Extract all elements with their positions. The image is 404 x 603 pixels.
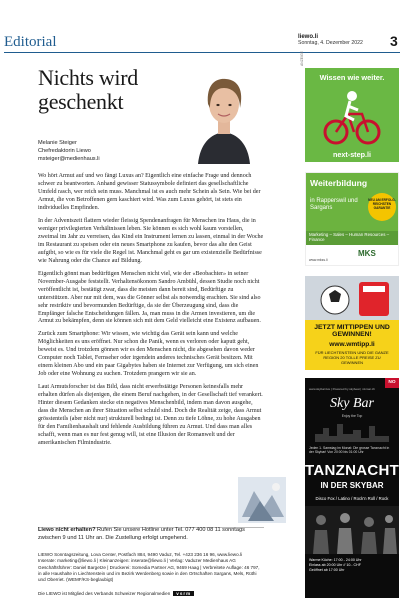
ad-info: Jeden 1. Samstag im Monat: Die grosse Tanznacht in der Skybar! Von 20:00 bis 01:00 Uhr: [309, 446, 390, 455]
ad-wmtipp[interactable]: [305, 276, 399, 370]
section-title: Editorial: [4, 34, 57, 50]
header-rule: [4, 52, 400, 53]
masthead: [298, 34, 363, 47]
teaser-image: [238, 477, 286, 523]
dance-crowd-image: [305, 506, 399, 554]
page-header: [0, 0, 404, 52]
ad-headline: JETZT MITTIPPEN UND GEWINNEN!: [314, 324, 390, 339]
ad-badge: NEU AM ERFOLG-REICHSTEN GARANTIE: [368, 193, 396, 221]
ad-weiterbildung[interactable]: [305, 172, 399, 266]
ad-title: TANZNACHT: [305, 462, 399, 479]
ad-times: [309, 558, 362, 573]
ad-photo: [305, 276, 399, 320]
mks-logo: MKS: [358, 249, 376, 258]
skybar-logo: Sky Bar: [330, 396, 374, 411]
ad-genres: Disco Fox / Latino / Rock'n Roll / Rock: [315, 496, 389, 501]
article-paragraph: Eigentlich gönnt man bedürftigen Menschen nicht viel, wie der «Beobachter» in seiner November-Ausgabe feststellt. Verhaltensökonom Sandro Ambühl, dessen Studie noch nicht veröffentlicht ist, bestätigt zwar, dass die meisten dann bereit sind, Bedürftige zu unterstützen. Aber nur mit dem, was die Gönner selbst als notwendig erachten. Sie sind also sehr restriktiv und bevormunden Bedürftige, da sie der Überzeugung sind, dass die Empfänger falsche Entscheidungen fällen. Ja, man muss in die Armen investieren, um die Armut zu bekämpfen, denn sie können sich mit dem Geld vielleicht eine Existenz aufbauen.: [38, 270, 261, 325]
page-number: 3: [390, 33, 398, 49]
author-email[interactable]: msteiger@medienhaus.li: [38, 156, 100, 163]
cyclist-icon: [322, 86, 382, 148]
ad-url: www.wmtipp.li: [329, 341, 375, 348]
ad-time-line: Warme Küche: 17:00 - 24:00 Uhr: [309, 558, 362, 562]
ad-url: www.mkss.li: [309, 258, 328, 262]
imprint-line: LIEWO Sonntagszeitung, Lova Center, Postfach 884, 9490 Vaduz, Tel. +423 236 16 96, www.liewo.li: [38, 552, 242, 557]
membership-note: [38, 591, 194, 596]
ad-time-line: Einlass ab 20:00 Uhr // 10.- CHF: [309, 562, 361, 567]
article-paragraph: Wo hört Armut auf und wo fängt Luxus an? Eigentlich eine einfache Frage und dennoch schwer zu beantworten. Anhand gewisser Statussymbole definiert das gesellschaftliche Umfeld rasch, wer reich sein muss. Manchmal ist es auch mehr Schein als Sein. Wie bei der Armut, die von Betroffenen gern kaschiert wird. Was zum Luxus gehört, ist stets ein individuelles Empfinden.: [38, 173, 261, 211]
ad-url: next-step.li: [333, 150, 371, 159]
ad-band: Marketing – Sales – Human Resources – Finance: [306, 231, 399, 245]
author-block: [38, 139, 100, 163]
imprint-line: Inserate: marketing@liewo.li | Kleinanzeigen: inserate@liewo.li | Verlag: Vaduzer Medienhaus AG: [38, 558, 236, 564]
ad-sponsor: www.skybar.live | Powered by skybeat | nixmar.ch: [309, 387, 375, 391]
skybar-tagline: Enjoy the Top: [341, 414, 363, 418]
ad-corner-tag: NO: [385, 378, 399, 388]
delivery-hotline: [38, 527, 264, 542]
imprint-line: Geschäftsführer: Daniel Bargetze | Druckerei: Somedia Partner AG, 9469 Haag | Verbreitete Auflage: 46 797, in alle Haushalte in Liechtenstein und im Bezirk Werdenberg sowie in den Ortschaften Sargans, Mels, Rüthi und Oberriet. (WEMF/KS-beglaubigt): [38, 564, 260, 583]
article-headline: Nichts wird geschenkt: [38, 65, 138, 114]
article-paragraph: Laut Armutsforscher ist das Bild, dass nicht erwerbstätige Personen keinesfalls mehr erhalten dürfen als diejenigen, die einem Beruf nachgehen, in der Gesellschaft tief verankert. Hinter diesem Gedanken stecke ein negatives Menschenbild, indem man davon ausgehe, dass die Menschen an ihrer Situation selbst schuld sind. Doch die Realität zeige, dass Armut grösstenteils (aber nicht nur) strukturell bedingt ist. Denn zu tiefe Löhne, zu hohe Ausgaben für den Familienhaushalt und fehlende Ausbildung führen zu Armut. Und dass man alles schafft, wenn man es nur fest genug will, ist eine Illusion der Romanwelt und der amerikanischen Filmindustrie.: [38, 384, 263, 447]
author-name: Melanie Steiger: [38, 140, 77, 146]
article-paragraph: In der Adventszeit flattern wieder fleissig Spendenanfragen für Menschen ins Haus, die in weniger privilegierten Verhältnissen leben. Sie können es sich wohl kaum vorstellen, zweimal im Jahr zu verreisen, das Kind ein Instrument lernen zu lassen, einmal in der Woche im Restaurant zu speisen oder ein neues Smartphone zu kaufen, bevor das alte den Geist aufgibt, so wie es für viele die Regel ist. Manchmal geht es gar um existenzielle Bedürfnisse wie Nahrung oder die Chance auf Bildung.: [38, 217, 264, 264]
city-skyline-icon: [315, 422, 389, 442]
ad-time-line: Geöffnet ab 17:00 Uhr: [309, 567, 345, 572]
cta-text: Rufen Sie unsere Hotline unter Tel. 077 400 08 11 sonntags zwischen 9 und 11 Uhr an. Die Zustellung erfolgt umgehend.: [38, 527, 245, 541]
article-paragraph: Zurück zum Smartphone: Wir wissen, wie wichtig das Gerät sein kann und welche Möglichkeiten es uns eröffnet. Nur schon die Panik, wenn es verloren oder kaputt geht, beweist es. Und trotzdem gönnen wir es den Menschen nicht, die abgesehen davon weder Computer noch Tablet, Fernseher oder irgendein anderes technisches Gerät besitzen. Mit einem kleinen Abo und ein paar Gigabytes haben sie Internet zur Verfügung, um sich einen Job oder eine Wohnung zu suchen. Trotzdem prangern wir sie an.: [38, 331, 259, 378]
ad-title: Wissen wie weiter.: [319, 73, 385, 82]
cta-bold: Liewo nicht erhalten?: [38, 527, 96, 533]
ad-label: ANZEIGE: [300, 51, 304, 66]
ad-subtitle: IN DER SKYBAR: [320, 481, 384, 490]
ad-title: Weiterbildung: [310, 178, 368, 188]
imprint: [38, 552, 264, 584]
author-portrait: [188, 64, 260, 164]
brand-name: liewo.li: [298, 34, 319, 40]
ad-subtitle: in Rapperswil und Sargans: [310, 198, 358, 212]
membership-text: Die LIEWO ist Mitglied des Verbands Schweizer Regionalmedien: [38, 591, 171, 596]
ad-next-step[interactable]: [305, 68, 399, 162]
issue-date: Sonntag, 4. Dezember 2022: [298, 39, 363, 46]
ad-skybar[interactable]: [305, 378, 399, 598]
article-body: [38, 173, 264, 453]
author-role: Chefredaktorin Liewo: [38, 148, 91, 155]
ad-text: FÜR LIECHTENSTEIN UND DIE GANZE REGION 20 TOLLE PREISE ZU GEWINNEN: [315, 350, 389, 365]
vsrm-logo: vsrm: [173, 591, 194, 596]
